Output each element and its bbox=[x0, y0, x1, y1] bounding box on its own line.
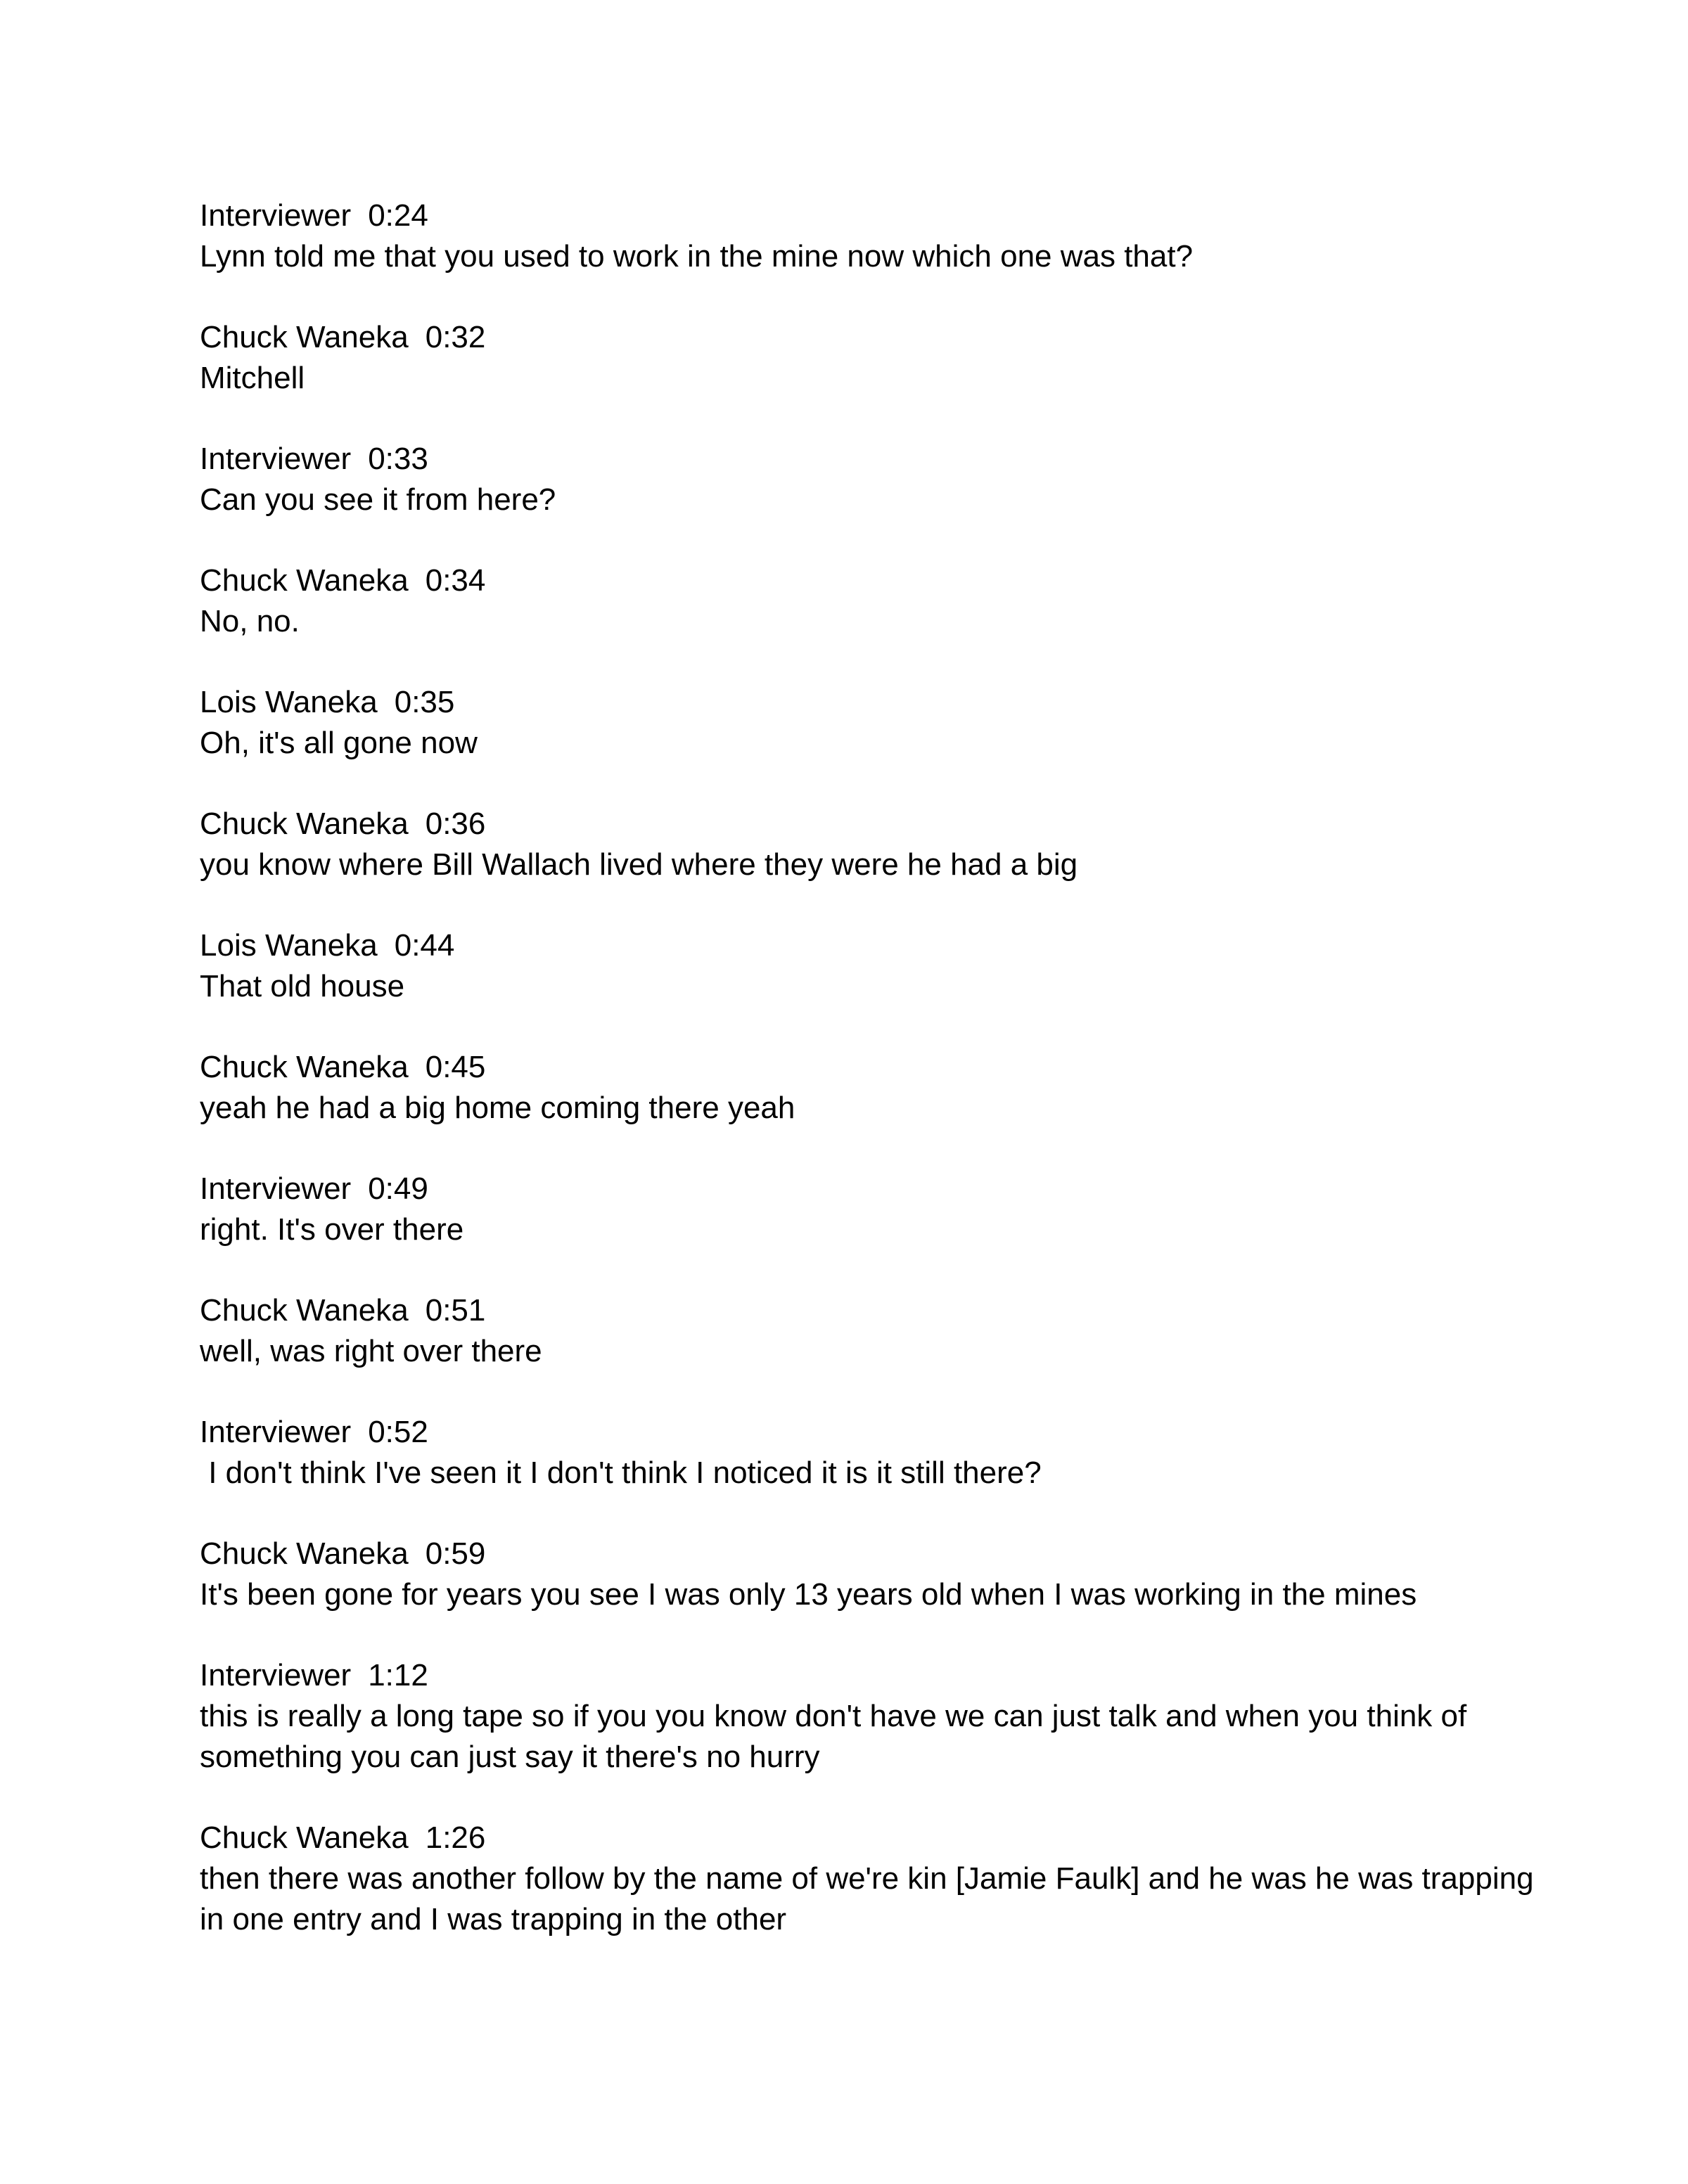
utterance-text: yeah he had a big home coming there yeah bbox=[200, 1091, 795, 1125]
speaker-name: Chuck Waneka bbox=[200, 1293, 409, 1328]
speaker-line bbox=[200, 1047, 1536, 1088]
utterance-text: Can you see it from here? bbox=[200, 482, 556, 517]
utterance-text: I don't think I've seen it I don't think I noticed it is it still there? bbox=[200, 1456, 1042, 1490]
speaker-line bbox=[200, 1534, 1536, 1574]
transcript-entry bbox=[200, 1534, 1536, 1615]
speaker-name: Chuck Waneka bbox=[200, 320, 409, 354]
timestamp: 0:24 bbox=[368, 198, 428, 233]
transcript-entry bbox=[200, 1290, 1536, 1372]
timestamp: 0:32 bbox=[425, 320, 486, 354]
timestamp: 1:12 bbox=[368, 1658, 428, 1692]
utterance-text: this is really a long tape so if you you know don't have we can just talk and when you think of something you can just say it there's no hurry bbox=[200, 1699, 1476, 1774]
transcript-entry bbox=[200, 439, 1536, 520]
utterance-text: Mitchell bbox=[200, 361, 305, 395]
transcript-entry bbox=[200, 1818, 1542, 1940]
speaker-name: Chuck Waneka bbox=[200, 563, 409, 598]
speaker-name: Chuck Waneka bbox=[200, 1820, 409, 1855]
utterance-text: right. It's over there bbox=[200, 1212, 464, 1247]
transcript-entry bbox=[200, 682, 1536, 764]
speaker-line bbox=[200, 1290, 1536, 1331]
utterance-text: Lynn told me that you used to work in the mine now which one was that? bbox=[200, 239, 1194, 274]
transcript-entry bbox=[200, 1169, 1536, 1250]
timestamp: 0:51 bbox=[425, 1293, 486, 1328]
timestamp: 0:44 bbox=[394, 928, 455, 963]
speaker-line bbox=[200, 925, 1536, 966]
speaker-name: Interviewer bbox=[200, 1171, 352, 1206]
utterance-text: That old house bbox=[200, 969, 405, 1003]
speaker-name: Interviewer bbox=[200, 198, 352, 233]
speaker-name: Lois Waneka bbox=[200, 928, 378, 963]
speaker-name: Lois Waneka bbox=[200, 685, 378, 719]
speaker-name: Interviewer bbox=[200, 442, 352, 476]
timestamp: 0:33 bbox=[368, 442, 428, 476]
utterance-text: then there was another follow by the name of we're kin [Jamie Faulk] and he was he was trapping in one entry and I was trapping in the other bbox=[200, 1861, 1542, 1936]
utterance-text: No, no. bbox=[200, 604, 300, 638]
transcript-entry bbox=[200, 925, 1536, 1007]
timestamp: 0:49 bbox=[368, 1171, 428, 1206]
utterance-text: you know where Bill Wallach lived where they were he had a big bbox=[200, 847, 1078, 882]
speaker-line bbox=[200, 1655, 1536, 1696]
speaker-line bbox=[200, 682, 1536, 723]
speaker-line bbox=[200, 1818, 1536, 1858]
timestamp: 0:59 bbox=[425, 1536, 486, 1571]
transcript-entry bbox=[200, 1047, 1536, 1129]
timestamp: 1:26 bbox=[425, 1820, 486, 1855]
speaker-line bbox=[200, 1169, 1536, 1209]
transcript-entry bbox=[200, 317, 1536, 399]
speaker-line bbox=[200, 804, 1536, 844]
utterance-text: Oh, it's all gone now bbox=[200, 726, 478, 760]
timestamp: 0:36 bbox=[425, 807, 486, 841]
transcript-entry bbox=[200, 1655, 1536, 1778]
speaker-line bbox=[200, 317, 1536, 358]
transcript-entry bbox=[200, 1412, 1536, 1494]
speaker-line bbox=[200, 439, 1536, 480]
timestamp: 0:45 bbox=[425, 1050, 486, 1084]
utterance-text: well, was right over there bbox=[200, 1334, 542, 1368]
timestamp: 0:34 bbox=[425, 563, 486, 598]
speaker-name: Chuck Waneka bbox=[200, 1536, 409, 1571]
speaker-line bbox=[200, 1412, 1536, 1453]
speaker-name: Chuck Waneka bbox=[200, 1050, 409, 1084]
transcript-page bbox=[200, 195, 1542, 1980]
speaker-name: Chuck Waneka bbox=[200, 807, 409, 841]
transcript-entry bbox=[200, 195, 1536, 277]
timestamp: 0:52 bbox=[368, 1415, 428, 1449]
speaker-line bbox=[200, 195, 1536, 236]
speaker-name: Interviewer bbox=[200, 1415, 352, 1449]
timestamp: 0:35 bbox=[394, 685, 455, 719]
speaker-line bbox=[200, 560, 1536, 601]
transcript-entry bbox=[200, 804, 1536, 885]
speaker-name: Interviewer bbox=[200, 1658, 352, 1692]
utterance-text: It's been gone for years you see I was only 13 years old when I was working in the mines bbox=[200, 1577, 1417, 1612]
transcript-entry bbox=[200, 560, 1536, 642]
